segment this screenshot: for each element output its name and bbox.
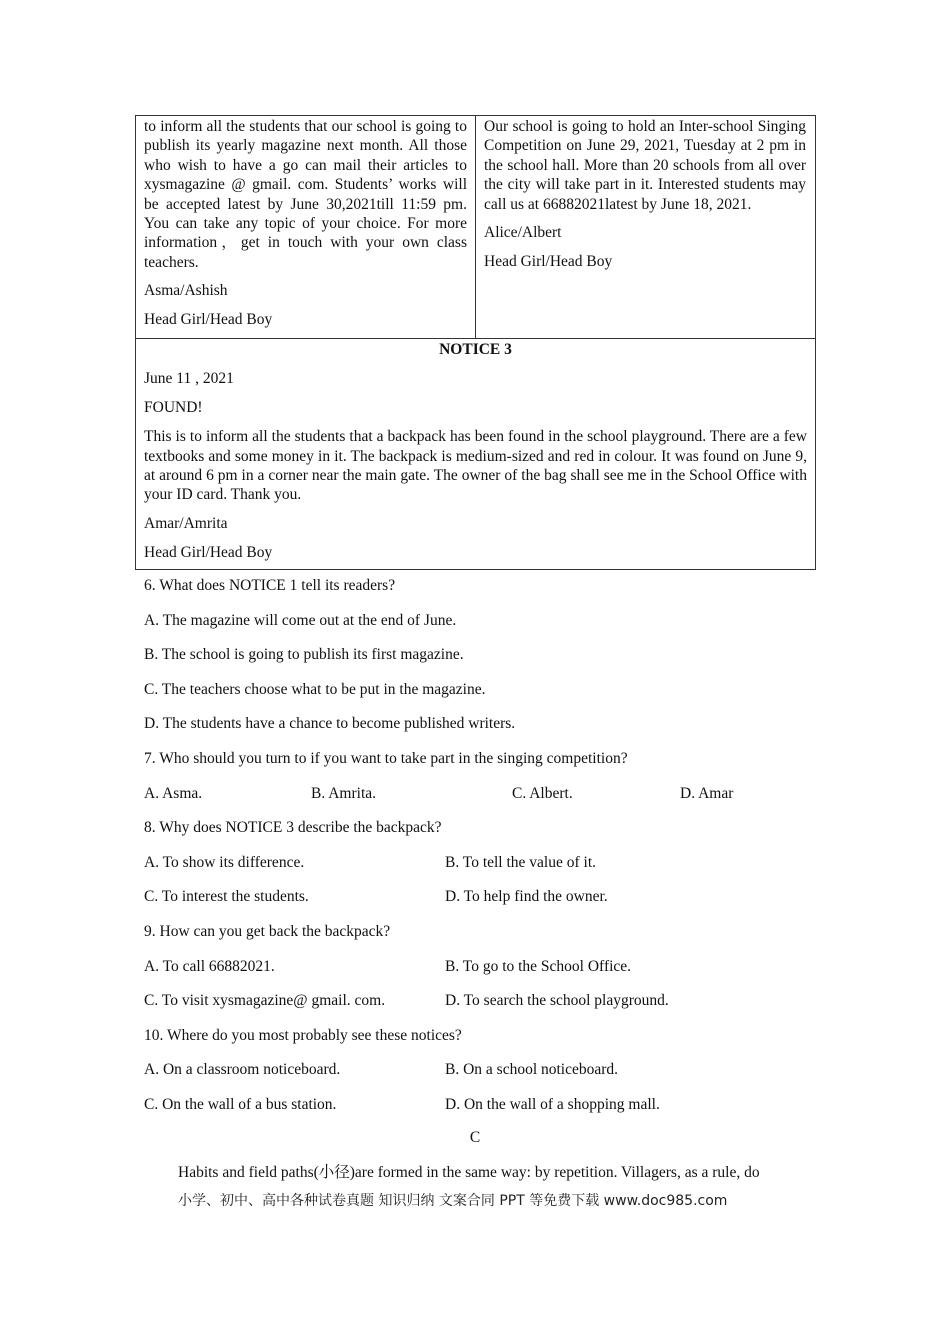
question-7-option-a: A. Asma.: [144, 784, 203, 802]
question-7-stem: 7. Who should you turn to if you want to take part in the singing competition?: [144, 749, 628, 767]
page-footer: 小学、初中、高中各种试卷真题 知识归纳 文案合同 PPT 等免费下载 www.doc985.com: [178, 1193, 728, 1209]
notice-3-role: Head Girl/Head Boy: [144, 543, 273, 561]
question-6-option-b: B. The school is going to publish its first magazine.: [144, 646, 464, 664]
notices-table: [135, 115, 816, 570]
question-6-option-c: C. The teachers choose what to be put in the magazine.: [144, 680, 486, 698]
question-8-option-c: C. To interest the students.: [144, 888, 309, 906]
question-8-option-a: A. To show its difference.: [144, 853, 305, 871]
question-10-option-c: C. On the wall of a bus station.: [144, 1095, 337, 1113]
notice-3-names: Amar/Amrita: [144, 514, 228, 532]
question-10-option-b: B. On a school noticeboard.: [445, 1061, 619, 1079]
question-10-stem: 10. Where do you most probably see these notices?: [144, 1026, 462, 1044]
question-7-options: [144, 784, 816, 819]
question-6-stem: 6. What does NOTICE 1 tell its readers?: [144, 577, 396, 594]
notice-2-names: Alice/Albert: [484, 224, 562, 242]
question-9-options-row-2: [144, 991, 816, 1026]
question-9-option-d: D. To search the school playground.: [445, 992, 669, 1010]
notice-1-names: Asma/Ashish: [144, 282, 228, 300]
notice-1-cell: [136, 116, 476, 338]
questions-section: [144, 576, 816, 1130]
section-c-label: C: [469, 1129, 481, 1146]
question-9-option-a: A. To call 66882021.: [144, 957, 275, 975]
question-10-option-d: D. On the wall of a shopping mall.: [445, 1095, 660, 1113]
question-10-options-row-2: [144, 1095, 816, 1130]
question-8-stem: 8. Why does NOTICE 3 describe the backpack?: [144, 819, 442, 837]
question-9-stem: 9. How can you get back the backpack?: [144, 922, 391, 940]
notice-2-cell: [476, 116, 815, 338]
question-9-option-b: B. To go to the School Office.: [445, 957, 632, 975]
notice-3-heading: FOUND!: [144, 399, 203, 417]
notice-3-cell: [136, 340, 815, 569]
question-10-option-a: A. On a classroom noticeboard.: [144, 1061, 341, 1079]
notice-2-role: Head Girl/Head Boy: [484, 253, 613, 271]
question-9-option-c: C. To visit xysmagazine@ gmail. com.: [144, 992, 386, 1010]
question-8-option-d: D. To help find the owner.: [445, 888, 608, 906]
notice-1-body: to inform all the students that our school is going to publish its yearly magazine next month. All those who wish to have a go can mail their articles to xysmagazine @ gmail. com. Students’ works will be accepted latest by June 30,2021till 11:59 pm. You can take any topic of your choice. For more information，get in touch with your own class teachers.: [144, 118, 467, 271]
question-8-options-row-2: [144, 887, 816, 922]
notice-2-body: Our school is going to hold an Inter-school Singing Competition on June 29, 2021, Tuesday at 2 pm in the school hall. More than 20 schools from all over the city will take part in it. Interested students may call us at 66882021latest by June 18, 2021.: [484, 118, 806, 213]
question-8-option-b: B. To tell the value of it.: [445, 853, 597, 871]
notice-3-body: This is to inform all the students that a backpack has been found in the school playground. There are a few textbooks and some money in it. The backpack is medium-sized and red in colour. It was found on June 9, at around 6 pm in a corner near the main gate. The owner of the bag shall see me in the School Office with your ID card. Thank you.: [144, 428, 807, 504]
notice-3-title: NOTICE 3: [439, 341, 512, 359]
question-8-options-row-1: [144, 853, 816, 888]
question-6-option-d: D. The students have a chance to become published writers.: [144, 715, 516, 733]
question-9-options-row-1: [144, 957, 816, 992]
question-7-option-b: B. Amrita.: [311, 784, 377, 802]
notice-3-date: June 11 , 2021: [144, 370, 234, 388]
question-6-option-a: A. The magazine will come out at the end of June.: [144, 611, 457, 629]
notices-top-row: [136, 116, 815, 339]
section-c-first-line: Habits and field paths(小径)are formed in the same way: by repetition. Villagers, as a rule, do: [178, 1164, 760, 1181]
question-7-option-c: C. Albert.: [512, 784, 573, 802]
question-10-options-row-1: [144, 1060, 816, 1095]
notice-1-role: Head Girl/Head Boy: [144, 311, 273, 329]
question-7-option-d: D. Amar: [680, 784, 734, 802]
